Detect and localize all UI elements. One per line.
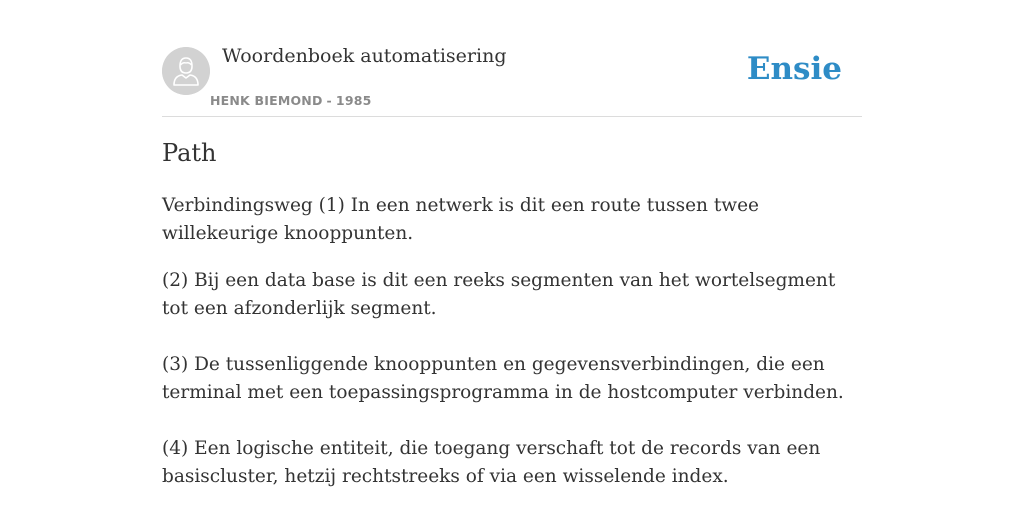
user-placeholder-icon [162, 47, 210, 95]
ensie-logo[interactable]: Ensie [746, 51, 842, 87]
publication-year: 1985 [335, 93, 372, 108]
book-title-link[interactable]: Woordenboek automatisering [222, 45, 507, 67]
book-meta [210, 93, 372, 108]
entry-term: Path [162, 139, 217, 167]
book-header [162, 0, 862, 117]
definition-paragraph-3: (3) De tussenliggende knooppunten en gegevensverbindingen, die een terminal met een toepassingsprogramma in de hostcomputer verbinden. [162, 354, 844, 403]
entry-definition [162, 192, 862, 491]
definition-paragraph-2: (2) Bij een data base is dit een reeks segmenten van het wortelsegment tot een afzonderlijk segment. [162, 270, 836, 319]
meta-separator: - [326, 93, 332, 108]
definition-paragraph-1: Verbindingsweg (1) In een netwerk is dit een route tussen twee willekeurige knooppunten. [162, 195, 760, 244]
author-avatar[interactable] [162, 47, 210, 95]
author-name[interactable]: HENK BIEMOND [210, 93, 323, 108]
definition-paragraph-4: (4) Een logische entiteit, die toegang verschaft tot de records van een basiscluster, hetzij rechtstreeks of via een wisselende index. [162, 438, 821, 487]
